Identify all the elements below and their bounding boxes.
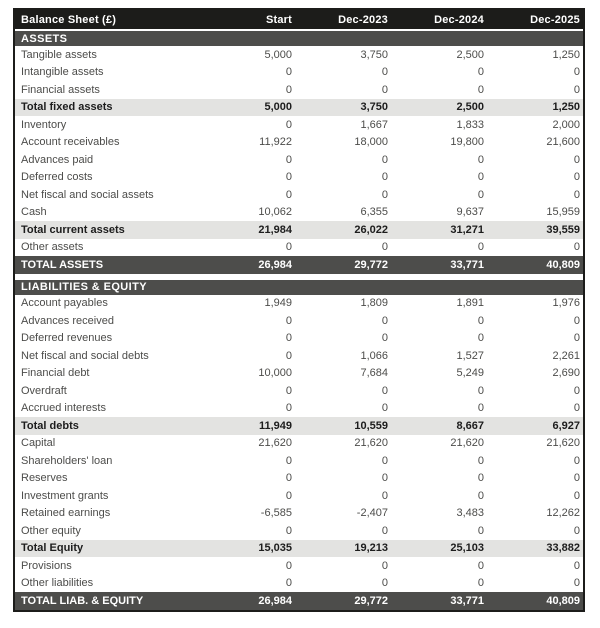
row-label: Other equity [21, 524, 81, 537]
row-label: Deferred costs [21, 171, 93, 184]
section-header-assets [15, 31, 583, 46]
cell-dec-2023: 10,559 [354, 419, 388, 432]
cell-dec-2024: 0 [477, 559, 484, 572]
row-inventory [15, 116, 583, 134]
row-label: Total Equity [21, 542, 84, 555]
cell-dec-2024: 0 [477, 171, 484, 184]
cell-dec-2025: 0 [573, 83, 580, 96]
cell-dec-2023: 21,620 [354, 437, 388, 450]
cell-dec-2023: 26,022 [354, 223, 388, 236]
row-reserves [15, 470, 583, 488]
row-label: Cash [21, 206, 47, 219]
cell-dec-2024: 1,891 [456, 297, 484, 310]
cell-dec-2025: 33,882 [546, 542, 580, 555]
cell-start: 5,000 [264, 48, 292, 61]
cell-dec-2024: 21,620 [450, 437, 484, 450]
section-title: LIABILITIES & EQUITY [21, 281, 147, 293]
row-label: Total debts [21, 419, 79, 432]
cell-dec-2023: 1,809 [360, 297, 388, 310]
cell-dec-2025: 21,600 [546, 136, 580, 149]
row-investment-grants [15, 487, 583, 505]
cell-dec-2023: 0 [381, 153, 388, 166]
row-label: Total current assets [21, 223, 125, 236]
row-label: TOTAL LIAB. & EQUITY [21, 594, 144, 607]
cell-dec-2024: 0 [477, 489, 484, 502]
column-header-dec-2024: Dec-2024 [434, 13, 484, 26]
cell-dec-2025: 2,261 [552, 349, 580, 362]
row-account-payables [15, 295, 583, 313]
table-header-row [15, 10, 583, 29]
cell-dec-2025: 0 [573, 241, 580, 254]
row-label: Other assets [21, 241, 84, 254]
row-label: Overdraft [21, 384, 67, 397]
cell-dec-2024: 9,637 [456, 206, 484, 219]
cell-start: 0 [285, 559, 292, 572]
row-label: Investment grants [21, 489, 109, 502]
cell-dec-2024: 1,833 [456, 118, 484, 131]
section-title: ASSETS [21, 32, 68, 45]
row-accrued-interests [15, 400, 583, 418]
cell-dec-2024: 1,527 [456, 349, 484, 362]
cell-dec-2025: 0 [573, 153, 580, 166]
cell-dec-2023: 1,667 [360, 118, 388, 131]
row-financial-debt [15, 365, 583, 383]
cell-start: 10,000 [258, 367, 292, 380]
row-label: Financial assets [21, 83, 100, 96]
cell-dec-2025: 39,559 [546, 223, 580, 236]
cell-dec-2024: 33,771 [450, 594, 484, 607]
cell-start: 0 [285, 66, 292, 79]
row-label: Financial debt [21, 367, 90, 380]
cell-dec-2024: 0 [477, 188, 484, 201]
cell-dec-2025: 0 [573, 402, 580, 415]
cell-dec-2025: 0 [573, 524, 580, 537]
row-label: Intangible assets [21, 66, 104, 79]
cell-dec-2025: 12,262 [546, 507, 580, 520]
cell-dec-2023: 7,684 [360, 367, 388, 380]
cell-dec-2024: 0 [477, 472, 484, 485]
row-overdraft [15, 382, 583, 400]
cell-dec-2024: 33,771 [450, 258, 484, 271]
row-label: Account receivables [21, 136, 120, 149]
row-total-debts [15, 417, 583, 435]
cell-dec-2025: 1,250 [552, 48, 580, 61]
cell-start: 0 [285, 454, 292, 467]
cell-dec-2023: -2,407 [356, 507, 388, 520]
row-other-assets [15, 239, 583, 257]
row-advances-paid [15, 151, 583, 169]
cell-dec-2025: 40,809 [546, 258, 580, 271]
row-label: Net fiscal and social assets [21, 188, 154, 201]
cell-start: 0 [285, 489, 292, 502]
cell-dec-2025: 0 [573, 454, 580, 467]
cell-dec-2024: 19,800 [450, 136, 484, 149]
cell-dec-2025: 0 [573, 66, 580, 79]
cell-dec-2025: 0 [573, 188, 580, 201]
row-label: Retained earnings [21, 507, 111, 520]
cell-dec-2024: 3,483 [456, 507, 484, 520]
cell-start: 0 [285, 349, 292, 362]
cell-dec-2023: 0 [381, 472, 388, 485]
row-label: Provisions [21, 559, 72, 572]
cell-dec-2025: 0 [573, 171, 580, 184]
cell-start: 0 [285, 241, 292, 254]
row-label: Tangible assets [21, 48, 97, 61]
cell-dec-2024: 0 [477, 314, 484, 327]
cell-start: 26,984 [258, 594, 292, 607]
row-label: Accrued interests [21, 402, 106, 415]
row-label: Other liabilities [21, 577, 94, 590]
cell-start: 11,949 [258, 419, 292, 432]
cell-dec-2023: 29,772 [354, 258, 388, 271]
cell-start: 0 [285, 577, 292, 590]
row-advances-received [15, 312, 583, 330]
cell-start: 1,949 [264, 297, 292, 310]
cell-dec-2023: 19,213 [354, 542, 388, 555]
row-retained-earnings [15, 505, 583, 523]
cell-dec-2023: 0 [381, 384, 388, 397]
row-label: TOTAL ASSETS [21, 258, 104, 271]
row-label: Account payables [21, 297, 108, 310]
column-header-dec-2025: Dec-2025 [530, 13, 580, 26]
cell-dec-2024: 0 [477, 66, 484, 79]
cell-dec-2024: 0 [477, 524, 484, 537]
cell-start: 0 [285, 188, 292, 201]
column-header-start: Start [265, 13, 292, 26]
cell-dec-2024: 0 [477, 153, 484, 166]
cell-dec-2023: 0 [381, 83, 388, 96]
cell-dec-2024: 2,500 [456, 48, 484, 61]
cell-dec-2024: 0 [477, 83, 484, 96]
row-account-receivables [15, 134, 583, 152]
row-tangible-assets [15, 46, 583, 64]
cell-dec-2023: 0 [381, 489, 388, 502]
cell-start: 5,000 [264, 101, 292, 114]
cell-dec-2023: 3,750 [360, 48, 388, 61]
row-label: Advances received [21, 314, 114, 327]
row-cash [15, 204, 583, 222]
cell-dec-2024: 0 [477, 454, 484, 467]
cell-dec-2024: 2,500 [456, 101, 484, 114]
cell-dec-2023: 0 [381, 171, 388, 184]
cell-dec-2024: 31,271 [450, 223, 484, 236]
row-label: Total fixed assets [21, 101, 113, 114]
row-label: Shareholders' loan [21, 454, 113, 467]
row-label: Inventory [21, 118, 67, 131]
cell-start: 0 [285, 118, 292, 131]
row-other-equity [15, 522, 583, 540]
cell-dec-2023: 3,750 [360, 101, 388, 114]
row-total-fixed-assets [15, 99, 583, 117]
cell-dec-2023: 0 [381, 454, 388, 467]
cell-dec-2023: 0 [381, 524, 388, 537]
cell-dec-2023: 0 [381, 559, 388, 572]
cell-start: 11,922 [259, 136, 292, 149]
cell-dec-2025: 0 [573, 472, 580, 485]
row-capital [15, 435, 583, 453]
row-net-fiscal-and-social-debts [15, 347, 583, 365]
cell-start: 21,984 [258, 223, 292, 236]
cell-dec-2023: 6,355 [360, 206, 388, 219]
cell-start: 0 [285, 384, 292, 397]
table-title: Balance Sheet (£) [21, 13, 117, 26]
cell-dec-2024: 25,103 [450, 542, 484, 555]
row-net-fiscal-and-social-assets [15, 186, 583, 204]
cell-start: -6,585 [260, 507, 292, 520]
cell-start: 0 [285, 332, 292, 345]
cell-start: 0 [285, 83, 292, 96]
row-label: Deferred revenues [21, 332, 113, 345]
column-header-dec-2023: Dec-2023 [338, 13, 388, 26]
cell-dec-2023: 1,066 [360, 349, 388, 362]
cell-start: 0 [285, 171, 292, 184]
cell-dec-2025: 40,809 [546, 594, 580, 607]
cell-dec-2023: 0 [381, 241, 388, 254]
cell-dec-2023: 0 [381, 314, 388, 327]
cell-start: 0 [285, 314, 292, 327]
row-provisions [15, 557, 583, 575]
cell-dec-2025: 0 [573, 314, 580, 327]
cell-start: 0 [285, 472, 292, 485]
cell-start: 26,984 [258, 258, 292, 271]
cell-dec-2025: 2,000 [552, 118, 580, 131]
row-total-equity [15, 540, 583, 558]
cell-start: 0 [285, 524, 292, 537]
cell-dec-2023: 18,000 [354, 136, 388, 149]
row-deferred-costs [15, 169, 583, 187]
row-deferred-revenues [15, 330, 583, 348]
cell-dec-2025: 6,927 [552, 419, 580, 432]
row-label: Advances paid [21, 153, 94, 166]
cell-start: 0 [285, 153, 292, 166]
cell-start: 0 [285, 402, 292, 415]
cell-dec-2024: 0 [477, 332, 484, 345]
cell-dec-2025: 0 [573, 384, 580, 397]
balance-sheet-table [13, 8, 585, 612]
row-financial-assets [15, 81, 583, 99]
row-intangible-assets [15, 64, 583, 82]
cell-dec-2023: 0 [381, 332, 388, 345]
cell-dec-2025: 0 [573, 577, 580, 590]
cell-dec-2023: 0 [381, 402, 388, 415]
cell-dec-2025: 0 [573, 332, 580, 345]
cell-dec-2024: 0 [477, 384, 484, 397]
cell-dec-2024: 5,249 [456, 367, 484, 380]
cell-dec-2023: 0 [381, 66, 388, 79]
row-label: Net fiscal and social debts [21, 349, 149, 362]
row-other-liabilities [15, 575, 583, 593]
cell-dec-2023: 29,772 [354, 594, 388, 607]
cell-start: 15,035 [258, 542, 292, 555]
cell-dec-2025: 1,250 [552, 101, 580, 114]
row-total-current-assets [15, 221, 583, 239]
row-total-liab-equity [15, 592, 583, 610]
cell-dec-2025: 15,959 [546, 206, 580, 219]
cell-start: 21,620 [258, 437, 292, 450]
cell-dec-2024: 0 [477, 577, 484, 590]
cell-dec-2024: 0 [477, 241, 484, 254]
cell-start: 10,062 [258, 206, 292, 219]
cell-dec-2025: 1,976 [552, 297, 580, 310]
section-header-liabilities-equity [15, 280, 583, 295]
cell-dec-2025: 2,690 [552, 367, 580, 380]
row-shareholders-loan [15, 452, 583, 470]
cell-dec-2023: 0 [381, 577, 388, 590]
row-label: Reserves [21, 472, 68, 485]
row-total-assets [15, 256, 583, 274]
cell-dec-2024: 0 [477, 402, 484, 415]
cell-dec-2025: 21,620 [546, 437, 580, 450]
cell-dec-2025: 0 [573, 559, 580, 572]
cell-dec-2023: 0 [381, 188, 388, 201]
row-label: Capital [21, 437, 56, 450]
cell-dec-2024: 8,667 [456, 419, 484, 432]
cell-dec-2025: 0 [573, 489, 580, 502]
